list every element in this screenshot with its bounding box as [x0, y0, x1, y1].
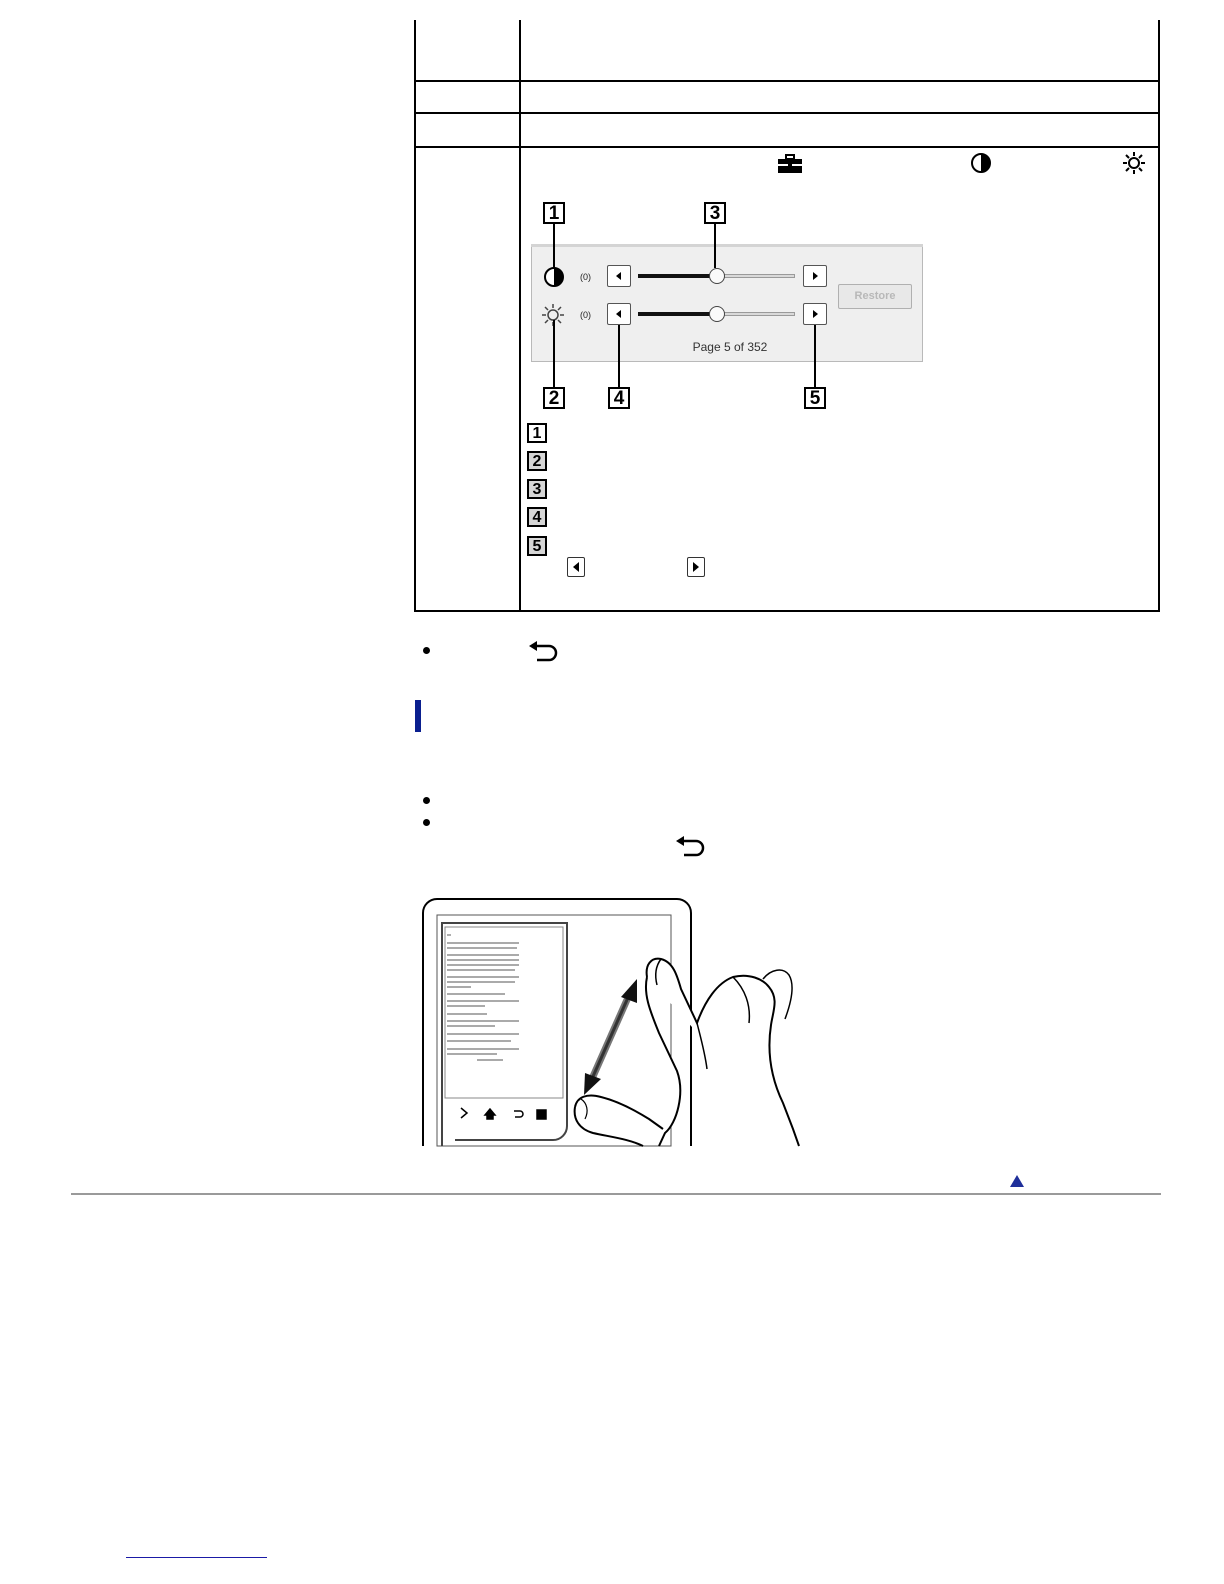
left-arrow-icon — [608, 304, 630, 324]
callout-5-leader — [814, 325, 816, 387]
table-row-divider — [414, 146, 1160, 148]
table-bottom-border — [414, 610, 1160, 612]
table-row-divider — [414, 80, 1160, 82]
bullet — [423, 819, 430, 826]
left-arrow-button-icon — [567, 557, 585, 577]
brightness-icon — [1122, 151, 1146, 175]
contrast-slider-thumb[interactable] — [709, 268, 725, 284]
right-arrow-icon — [804, 266, 826, 286]
callout-1-leader — [553, 224, 555, 268]
callout-3-leader — [714, 224, 716, 268]
section-heading-bar — [415, 700, 421, 732]
legend-marker-4: 4 — [527, 507, 547, 527]
brightness-slider-fill — [638, 312, 717, 316]
contrast-icon — [543, 266, 565, 288]
brightness-slider-thumb[interactable] — [709, 306, 725, 322]
table-left-border — [414, 20, 416, 612]
table-right-border — [1158, 20, 1160, 612]
bullet — [423, 647, 430, 654]
right-arrow-icon — [804, 304, 826, 324]
callout-1: 1 — [543, 202, 565, 224]
legend-marker-2: 2 — [527, 451, 547, 471]
brightness-value: (0) — [580, 310, 591, 320]
up-arrow-icon[interactable] — [1009, 1174, 1025, 1188]
callout-3: 3 — [704, 202, 726, 224]
legend-marker-1: 1 — [527, 423, 547, 443]
contrast-icon — [970, 152, 992, 174]
brightness-decrease-button[interactable] — [607, 303, 631, 325]
brightness-increase-button[interactable] — [803, 303, 827, 325]
callout-2: 2 — [543, 387, 565, 409]
contrast-value: (0) — [580, 272, 591, 282]
table-column-divider — [519, 20, 521, 612]
reader-pinch-illustration — [415, 893, 835, 1148]
toolbox-icon — [777, 154, 803, 174]
contrast-increase-button[interactable] — [803, 265, 827, 287]
callout-4: 4 — [608, 387, 630, 409]
restore-button[interactable]: Restore — [838, 284, 912, 309]
right-arrow-button-icon — [687, 557, 705, 577]
page-indicator: Page 5 of 352 — [692, 340, 768, 354]
back-icon — [674, 835, 706, 857]
panel-top-edge — [531, 244, 923, 247]
table-row-divider — [414, 112, 1160, 114]
bullet — [423, 797, 430, 804]
callout-2-leader — [553, 320, 555, 387]
legend-marker-5: 5 — [527, 536, 547, 556]
left-arrow-icon — [608, 266, 630, 286]
callout-4-leader — [618, 325, 620, 387]
horizontal-rule — [71, 1193, 1161, 1195]
legend-marker-3: 3 — [527, 479, 547, 499]
back-icon — [527, 640, 559, 662]
contrast-slider-fill — [638, 274, 717, 278]
contrast-decrease-button[interactable] — [607, 265, 631, 287]
callout-5: 5 — [804, 387, 826, 409]
footer-link-underline[interactable] — [126, 1557, 267, 1558]
